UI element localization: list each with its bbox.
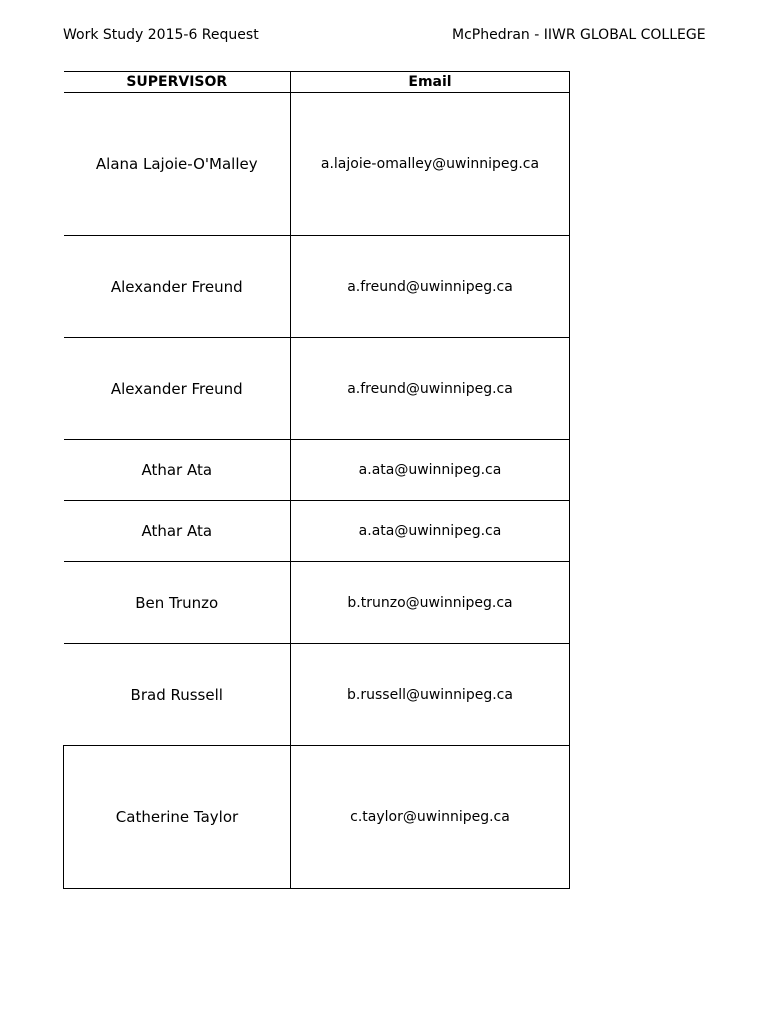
table-row: [64, 562, 570, 644]
supervisor-name: Alexander Freund: [64, 236, 291, 338]
supervisor-email: a.ata@uwinnipeg.ca: [291, 440, 570, 501]
column-header-supervisor: SUPERVISOR: [64, 72, 291, 93]
supervisor-table: [63, 71, 570, 889]
supervisor-email: a.freund@uwinnipeg.ca: [291, 338, 570, 440]
column-header-email: Email: [291, 72, 570, 93]
header-left-title: Work Study 2015-6 Request: [63, 27, 259, 43]
supervisor-name: Catherine Taylor: [64, 746, 291, 889]
table-row: [64, 338, 570, 440]
supervisor-name: Athar Ata: [64, 440, 291, 501]
table-header-row: [64, 72, 570, 93]
table-row: [64, 440, 570, 501]
table-row: [64, 93, 570, 236]
supervisor-email: a.ata@uwinnipeg.ca: [291, 501, 570, 562]
supervisor-name: Ben Trunzo: [64, 562, 291, 644]
supervisor-name: Alana Lajoie-O'Malley: [64, 93, 291, 236]
supervisor-email: b.russell@uwinnipeg.ca: [291, 644, 570, 746]
supervisor-email: b.trunzo@uwinnipeg.ca: [291, 562, 570, 644]
supervisor-name: Brad Russell: [64, 644, 291, 746]
supervisor-email: c.taylor@uwinnipeg.ca: [291, 746, 570, 889]
supervisor-name: Alexander Freund: [64, 338, 291, 440]
header-right-title: McPhedran - IIWR GLOBAL COLLEGE: [452, 27, 706, 43]
table-row: [64, 236, 570, 338]
supervisor-email: a.freund@uwinnipeg.ca: [291, 236, 570, 338]
supervisor-name: Athar Ata: [64, 501, 291, 562]
table-row: [64, 746, 570, 889]
supervisor-email: a.lajoie-omalley@uwinnipeg.ca: [291, 93, 570, 236]
table-row: [64, 501, 570, 562]
table-row: [64, 644, 570, 746]
